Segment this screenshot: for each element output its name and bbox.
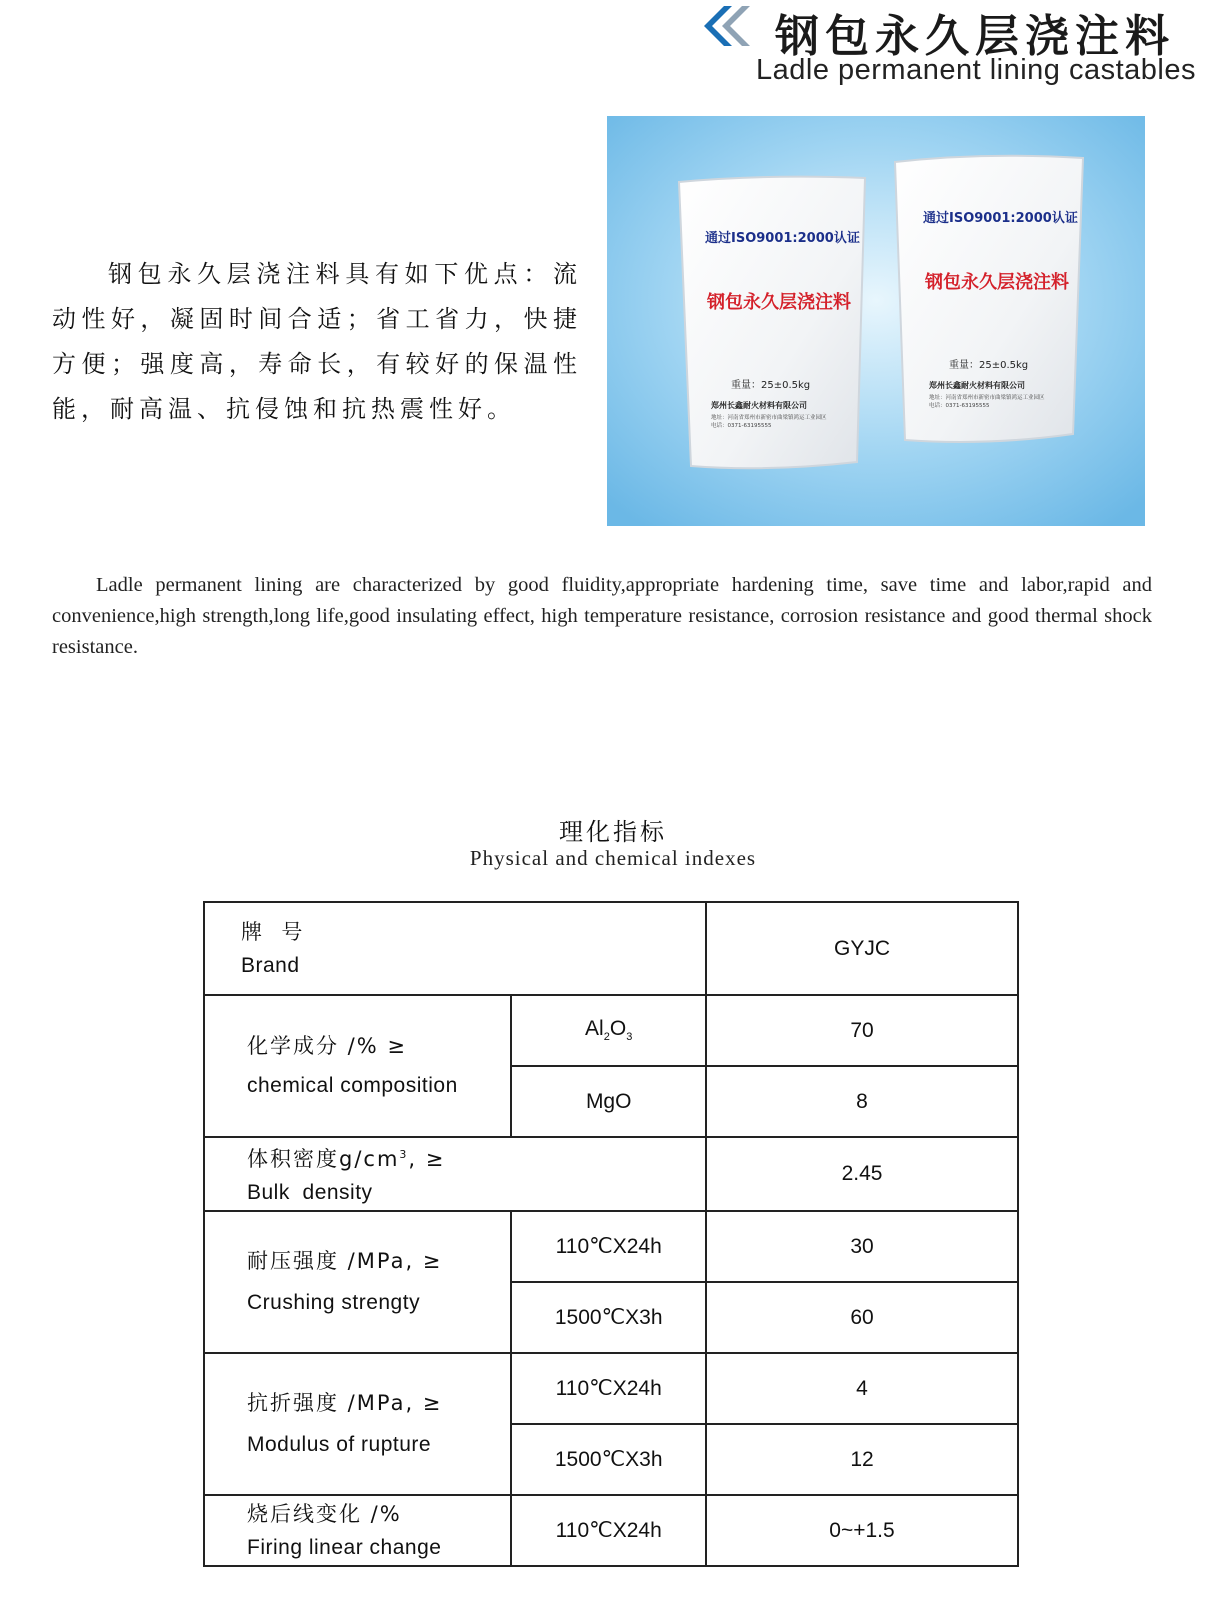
crushing-value-1: 30: [706, 1211, 1018, 1282]
crushing-label-cn: 耐压强度 /MPa, ≥: [247, 1249, 443, 1273]
intro-paragraph-cn: 钢包永久层浇注料具有如下优点：流动性好，凝固时间合适；省工省力，快捷方便；强度高，寿命长，有较好的保温性能，耐高温、抗侵蚀和抗热震性好。: [52, 260, 582, 423]
product-bag-left: [679, 177, 865, 469]
bag-left-name: 钢包永久层浇注料: [707, 292, 851, 313]
bag-right-phone: 电话：0371-63195555: [929, 403, 990, 409]
rupture-value-2: 12: [706, 1424, 1018, 1495]
bag-right-address: 地址：河南省郑州市新密市曲梁镇鸿运工业园区: [929, 395, 1045, 401]
bag-left-address: 地址：河南省郑州市新密市曲梁镇鸿运工业园区: [711, 415, 827, 421]
crushing-value-2: 60: [706, 1282, 1018, 1353]
rupture-label-en: Modulus of rupture: [247, 1433, 432, 1456]
brand-label-cell: [204, 902, 706, 995]
chemical-item-mgo: MgO: [511, 1066, 706, 1137]
product-photo: [607, 116, 1145, 526]
bag-left-weight: 重量：25±0.5kg: [731, 380, 811, 391]
bag-right-cert: 通过ISO9001:2000认证: [923, 211, 1078, 226]
bag-right-company: 郑州长鑫耐火材料有限公司: [929, 381, 1025, 390]
chemical-value-al2o3: 70: [706, 995, 1018, 1066]
intro-paragraph-en: Ladle permanent lining are characterized by good fluidity,appropriate hardening time, save time and labor,rapid and convenience,high strength,long life,good insulating effect, high temperature resistance, corrosion resistance and good thermal shock resistance.: [52, 574, 1152, 658]
crushing-label-en: Crushing strengty: [247, 1291, 421, 1314]
rupture-label-cn: 抗折强度 /MPa, ≥: [247, 1391, 443, 1415]
crushing-condition-2: 1500℃X3h: [511, 1282, 706, 1353]
bag-left-cert: 通过ISO9001:2000认证: [705, 231, 860, 246]
rupture-condition-2: 1500℃X3h: [511, 1424, 706, 1495]
bulk-density-label-cn: 体积密度g/cm: [247, 1147, 400, 1171]
crushing-condition-1: 110℃X24h: [511, 1211, 706, 1282]
bulk-density-label-cell: 体积密度$g/cm^3$, ≥ Bulk density: [204, 1137, 706, 1211]
rupture-value-1: 4: [706, 1353, 1018, 1424]
page-title-en: Ladle permanent lining castables: [756, 54, 1196, 86]
table-row-chemical-1: [204, 995, 1018, 1066]
firing-label-cell: [204, 1495, 511, 1566]
rupture-condition-1: 110℃X24h: [511, 1353, 706, 1424]
page-title-cn: 钢包永久层浇注料: [775, 11, 1175, 62]
crushing-label-cell: [204, 1211, 511, 1353]
double-chevron-left-icon: [700, 6, 752, 46]
table-row-brand: [204, 902, 1018, 995]
bulk-density-value: 2.45: [706, 1137, 1018, 1211]
firing-condition: 110℃X24h: [511, 1495, 706, 1566]
product-bag-right: [895, 156, 1083, 442]
spec-table: [203, 901, 1019, 1567]
table-row-bulk-density: [204, 1137, 1018, 1211]
brand-label-cn: 牌 号: [241, 919, 305, 944]
chemical-item-al2o3: $Al_2O_3$: [511, 995, 706, 1066]
brand-value: GYJC: [706, 902, 1018, 995]
brand-label-en: Brand: [241, 953, 300, 977]
chemical-value-mgo: 8: [706, 1066, 1018, 1137]
bag-right-name: 钢包永久层浇注料: [925, 272, 1069, 293]
table-row-rupture-1: [204, 1353, 1018, 1424]
firing-label-cn: 烧后线变化 /%: [247, 1501, 402, 1526]
rupture-label-cell: [204, 1353, 511, 1495]
firing-value: 0~+1.5: [706, 1495, 1018, 1566]
bulk-density-label-en: Bulk density: [247, 1181, 373, 1204]
bag-right-weight: 重量：25±0.5kg: [949, 360, 1029, 371]
chemical-label-cell: [204, 995, 511, 1137]
firing-label-en: Firing linear change: [247, 1535, 442, 1559]
section-title-cn: 理化指标: [559, 818, 667, 846]
chemical-label-cn: 化学成分 /% ≥: [247, 1034, 407, 1058]
chemical-label-en: chemical composition: [247, 1074, 458, 1097]
table-row-crushing-1: [204, 1211, 1018, 1282]
bag-left-company: 郑州长鑫耐火材料有限公司: [711, 401, 807, 410]
table-row-firing: [204, 1495, 1018, 1566]
bag-left-phone: 电话：0371-63195555: [711, 423, 772, 429]
section-title-en: Physical and chemical indexes: [469, 846, 757, 870]
